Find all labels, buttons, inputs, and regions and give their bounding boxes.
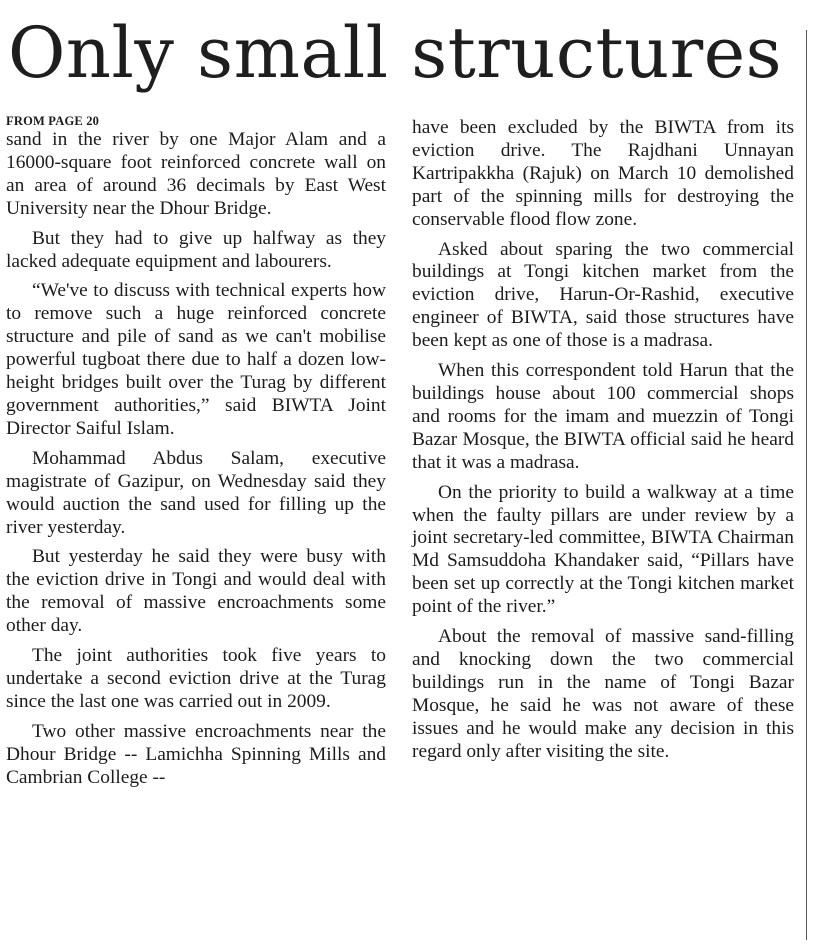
paragraph: When this correspondent told Harun that the buildings house about 100 commercial shops and rooms for the imam and muezzin of Tongi Bazar Mosque, the BIWTA official said he heard that it was a madrasa. [412, 360, 794, 473]
paragraph: But they had to give up halfway as they lacked adequate equipment and labourers. [6, 227, 386, 272]
paragraph: The joint authorities took five years to undertake a second eviction drive at the Turag since the last one was carried out in 2009. [6, 645, 386, 712]
paragraph: Mohammad Abdus Salam, executive magistrate of Gazipur, on Wednesday said they would auction the sand used for filling up the river yesterday. [6, 447, 386, 538]
paragraph: sand in the river by one Major Alam and a 16000-square foot reinforced concrete wall on an area of around 36 decimals by East West University near the Dhour Bridge. [6, 129, 386, 219]
column-divider [806, 30, 807, 940]
article-column-left [6, 114, 386, 796]
paragraph: About the removal of massive sand-filling and knocking down the two commercial buildings run in the name of Tongi Bazar Mosque, he said he was not aware of these issues and he would make any decision in this regard only after visiting the site. [412, 626, 794, 762]
paragraph: Two other massive encroachments near the Dhour Bridge -- Lamichha Spinning Mills and Cambrian College -- [6, 720, 386, 788]
paragraph: have been excluded by the BIWTA from its eviction drive. The Rajdhani Unnayan Kartripakkha (Rajuk) on March 10 demolished part of the spinning mills for destroying the conservable flood flow zone. [412, 117, 794, 230]
paragraph: “We've to discuss with technical experts how to remove such a huge reinforced concrete structure and pile of sand as we can't mobilise powerful tugboat there due to half a dozen low-height bridges built over the Turag by different government authorities,” said BIWTA Joint Director Saiful Islam. [6, 280, 386, 439]
continued-from-label: FROM PAGE 20 [6, 114, 100, 128]
paragraph: On the priority to build a walkway at a time when the faulty pillars are under review by a joint secretary-led committee, BIWTA Chairman Md Samsuddoha Khandaker said, “Pillars have been set up correctly at the Tongi kitchen market point of the river.” [412, 481, 794, 618]
paragraph: Asked about sparing the two commercial buildings at Tongi kitchen market from the eviction drive, Harun-Or-Rashid, executive engineer of BIWTA, said those structures have been kept as one of those is a madrasa. [412, 238, 794, 352]
paragraph: But yesterday he said they were busy with the eviction drive in Tongi and would deal with the removal of massive encroachments some other day. [6, 546, 386, 637]
article-column-right [412, 117, 794, 770]
headline: Only small structures [8, 12, 783, 94]
